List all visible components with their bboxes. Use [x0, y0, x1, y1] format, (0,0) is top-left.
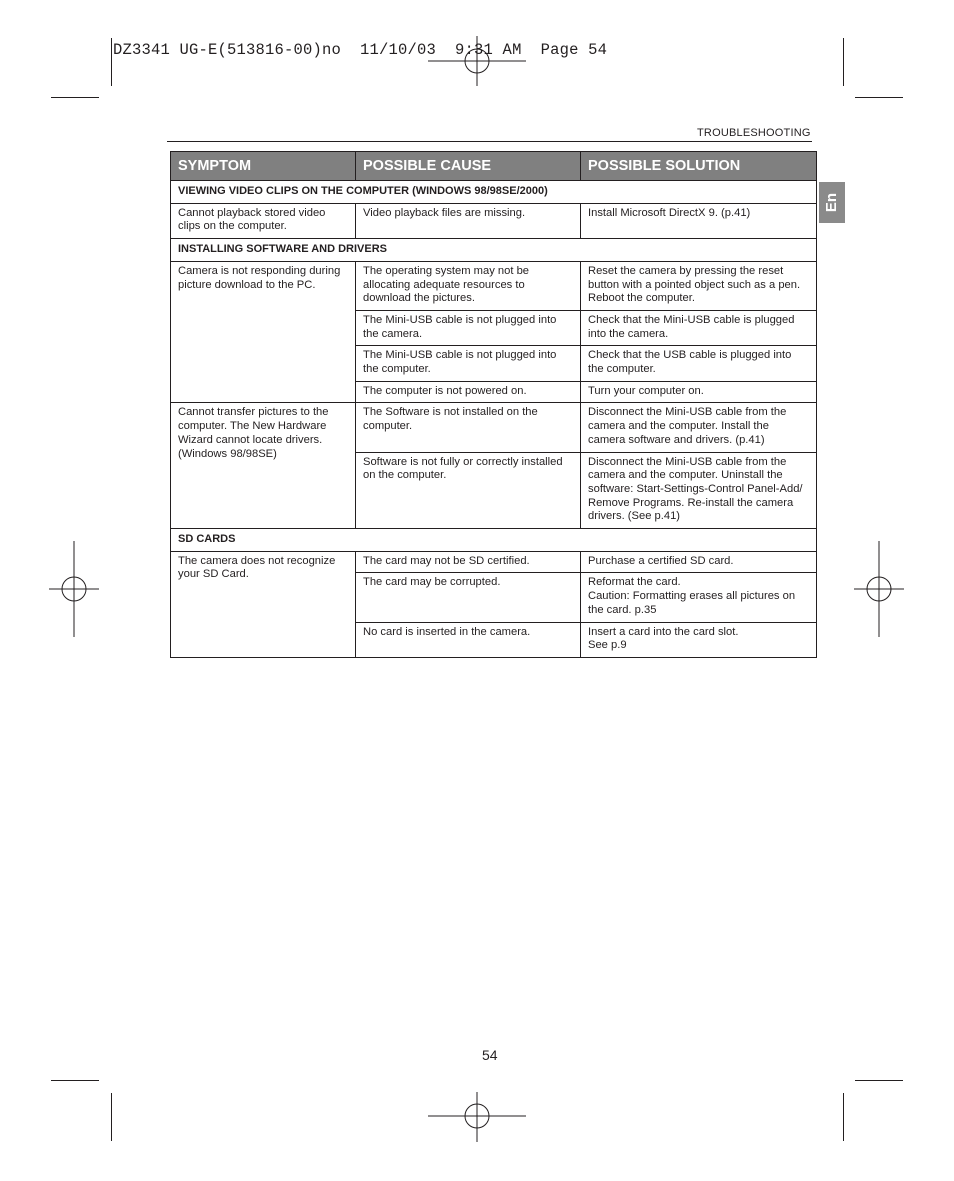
solution-cell: Reformat the card. Caution: Formatting erases all pictures on the card. p.35 — [581, 573, 817, 622]
crop-mark — [855, 1080, 903, 1081]
section-row — [171, 181, 817, 204]
solution-cell: Check that the USB cable is plugged into the computer. — [581, 346, 817, 381]
page-number: 54 — [482, 1047, 498, 1063]
cause-cell: No card is inserted in the camera. — [356, 622, 581, 657]
registration-mark-right — [854, 541, 904, 637]
cause-cell: The computer is not powered on. — [356, 381, 581, 403]
cause-cell: Video playback files are missing. — [356, 203, 581, 238]
cause-cell: The card may not be SD certified. — [356, 551, 581, 573]
section-title: SD CARDS — [171, 529, 817, 552]
registration-mark-bottom — [428, 1092, 526, 1142]
solution-cell: Disconnect the Mini-USB cable from the camera and the computer. Install the camera software and drivers. (p.41) — [581, 403, 817, 452]
solution-cell: Reset the camera by pressing the reset button with a pointed object such as a pen. Reboot the computer. — [581, 261, 817, 310]
crop-mark — [51, 1080, 99, 1081]
header-possible-cause: POSSIBLE CAUSE — [356, 152, 581, 181]
symptom-cell: Camera is not responding during picture download to the PC. — [171, 261, 356, 403]
section-row — [171, 239, 817, 262]
section-title: VIEWING VIDEO CLIPS ON THE COMPUTER (WINDOWS 98/98SE/2000) — [171, 181, 817, 204]
cause-cell: The Software is not installed on the computer. — [356, 403, 581, 452]
table-row — [171, 203, 817, 238]
language-tab — [819, 182, 845, 223]
section-header-label: TROUBLESHOOTING — [697, 127, 811, 139]
registration-mark-top — [428, 36, 526, 86]
solution-cell: Insert a card into the card slot. See p.9 — [581, 622, 817, 657]
crop-mark — [111, 1093, 112, 1141]
solution-cell: Install Microsoft DirectX 9. (p.41) — [581, 203, 817, 238]
cause-cell: The Mini-USB cable is not plugged into the computer. — [356, 346, 581, 381]
crop-mark — [843, 38, 844, 86]
header-rule — [167, 141, 812, 142]
cause-cell: Software is not fully or correctly installed on the computer. — [356, 452, 581, 529]
solution-cell: Turn your computer on. — [581, 381, 817, 403]
table-header-row — [171, 152, 817, 181]
cause-cell: The card may be corrupted. — [356, 573, 581, 622]
table-body — [171, 181, 817, 658]
symptom-cell: Cannot transfer pictures to the computer. The New Hardware Wizard cannot locate drivers. (Windows 98/98SE) — [171, 403, 356, 529]
table-row — [171, 403, 817, 452]
table-row — [171, 551, 817, 573]
section-row — [171, 529, 817, 552]
section-title: INSTALLING SOFTWARE AND DRIVERS — [171, 239, 817, 262]
cause-cell: The Mini-USB cable is not plugged into the camera. — [356, 310, 581, 345]
table-row — [171, 261, 817, 310]
troubleshooting-table — [170, 151, 817, 658]
print-slug-line: DZ3341 UG-E(513816-00)no 11/10/03 9:31 AM Page 54 — [113, 41, 608, 59]
crop-mark — [855, 97, 903, 98]
solution-cell: Purchase a certified SD card. — [581, 551, 817, 573]
language-tab-label: En — [823, 192, 841, 213]
symptom-cell: Cannot playback stored video clips on the computer. — [171, 203, 356, 238]
solution-cell: Disconnect the Mini-USB cable from the camera and the computer. Uninstall the software: Start-Settings-Control Panel-Add/ Remove Programs. Re-install the camera drivers. (See p.41) — [581, 452, 817, 529]
solution-cell: Check that the Mini-USB cable is plugged into the camera. — [581, 310, 817, 345]
registration-mark-left — [49, 541, 99, 637]
cause-cell: The operating system may not be allocating adequate resources to download the pictures. — [356, 261, 581, 310]
header-symptom: SYMPTOM — [171, 152, 356, 181]
crop-mark — [51, 97, 99, 98]
crop-mark — [843, 1093, 844, 1141]
crop-mark — [111, 38, 112, 86]
header-possible-solution: POSSIBLE SOLUTION — [581, 152, 817, 181]
symptom-cell: The camera does not recognize your SD Card. — [171, 551, 356, 657]
